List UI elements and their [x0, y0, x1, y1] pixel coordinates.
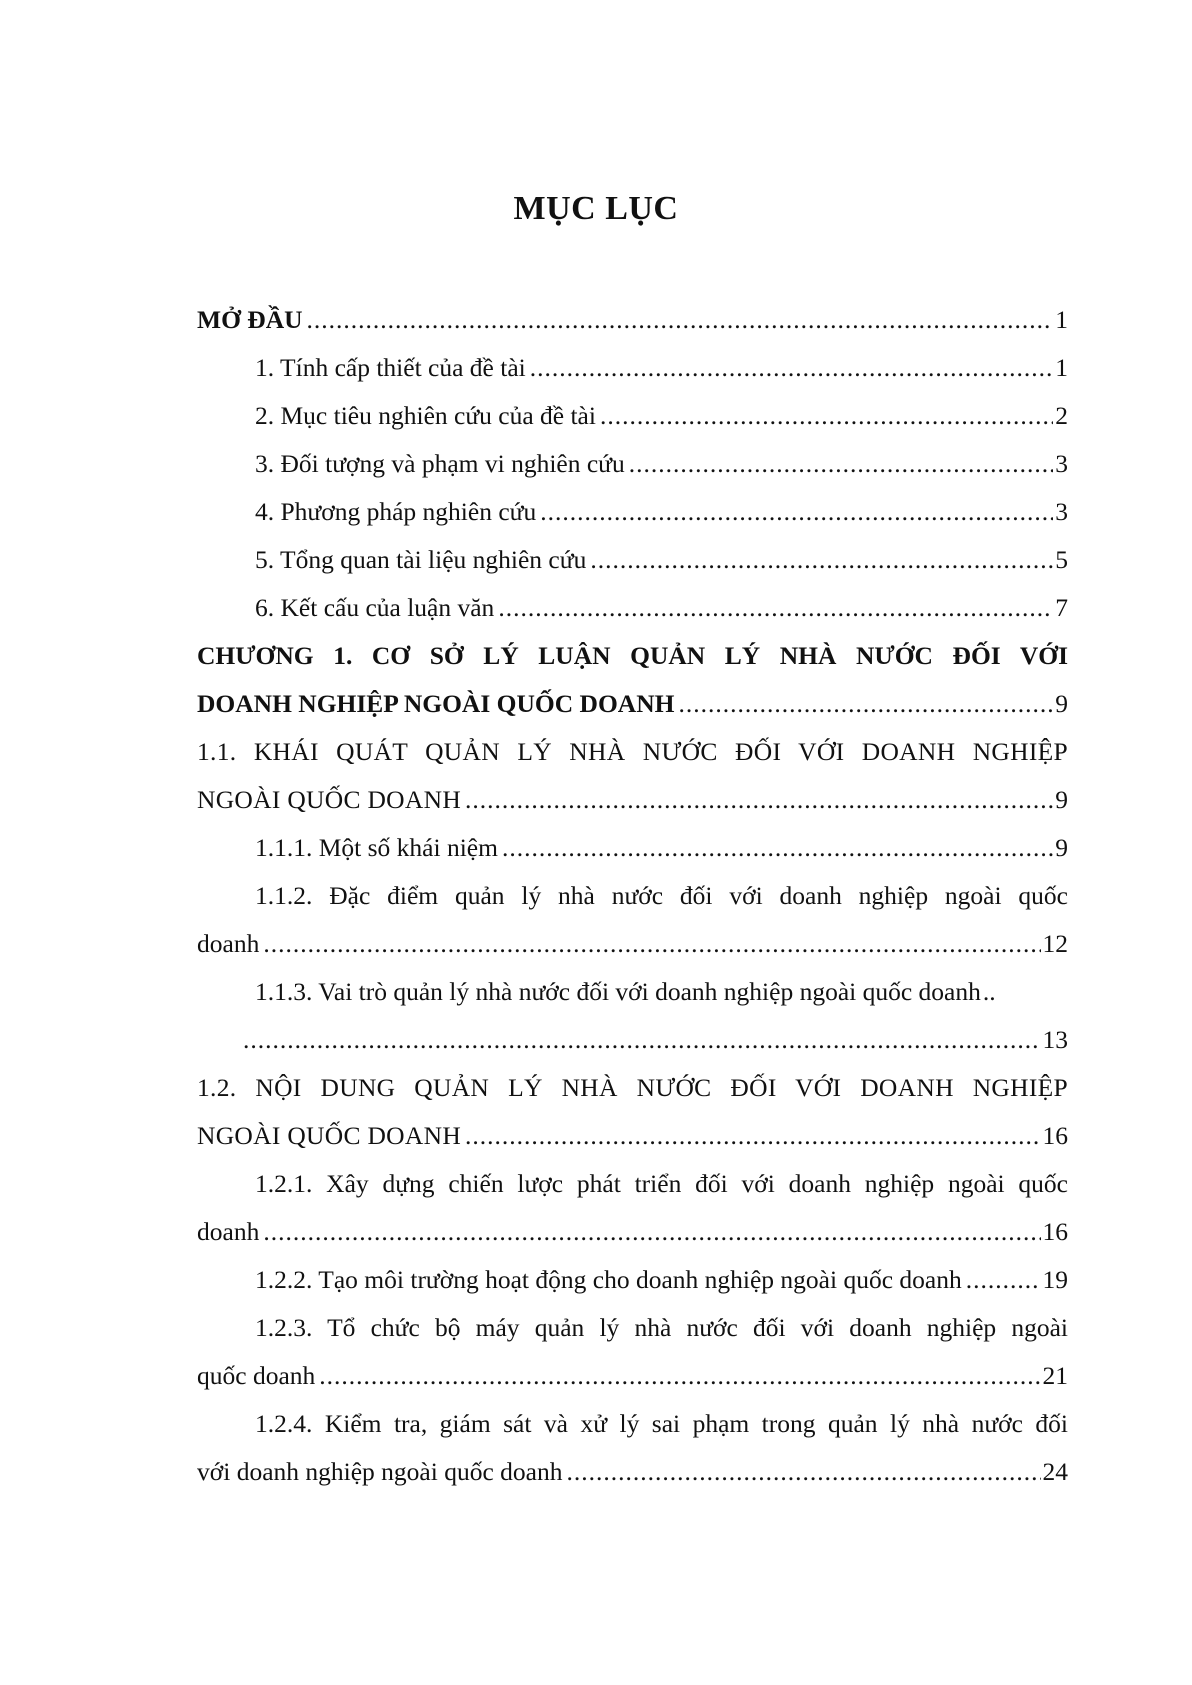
toc-page-number: 3	[1055, 497, 1068, 526]
toc-entry-label-line2: DOANH NGHIỆP NGOÀI QUỐC DOANH	[197, 689, 675, 718]
toc-entry-label-line2: doanh	[197, 929, 260, 958]
toc-entry-label: 5. Tổng quan tài liệu nghiên cứu	[255, 545, 587, 574]
dot-leader	[502, 824, 1053, 872]
toc-entry-1-1[interactable]	[197, 728, 1068, 824]
dot-leader	[498, 584, 1053, 632]
toc-entry-trailing-dots: ..	[982, 977, 996, 1006]
dot-leader	[243, 1016, 1041, 1064]
toc-page-number: 16	[1042, 1121, 1068, 1150]
dot-leader	[263, 1208, 1040, 1256]
dot-leader	[678, 680, 1053, 728]
toc-entry-label-line2: NGOÀI QUỐC DOANH	[197, 1121, 462, 1150]
toc-entry-label: 1.1.1. Một số khái niệm	[255, 833, 498, 862]
dot-leader	[540, 488, 1053, 536]
toc-entry-label-line1: 1.2. NỘI DUNG QUẢN LÝ NHÀ NƯỚC ĐỐI VỚI DOANH NGHIỆP	[197, 1073, 1068, 1102]
toc-entry-label-line1: 1.2.3. Tổ chức bộ máy quản lý nhà nước đối với doanh nghiệp ngoài	[255, 1313, 1068, 1342]
toc-entry-label-line1: 1.1.2. Đặc điểm quản lý nhà nước đối với doanh nghiệp ngoài quốc	[255, 881, 1068, 910]
dot-leader	[600, 392, 1053, 440]
toc-entry-tinh-cap-thiet[interactable]	[197, 344, 1068, 392]
toc-entry-label-line1: 1.2.4. Kiểm tra, giám sát và xử lý sai phạm trong quản lý nhà nước đối	[255, 1409, 1068, 1438]
toc-entry-1-1-3[interactable]	[197, 968, 1068, 1064]
toc-entry-phuong-phap[interactable]	[197, 488, 1068, 536]
toc-entry-1-2[interactable]	[197, 1064, 1068, 1160]
toc-entry-label-line2: doanh	[197, 1217, 260, 1246]
toc-entry-label: 4. Phương pháp nghiên cứu	[255, 497, 537, 526]
toc-entry-1-2-1[interactable]	[197, 1160, 1068, 1256]
toc-entry-1-1-1[interactable]	[197, 824, 1068, 872]
toc-page-number: 13	[1042, 1025, 1068, 1054]
toc-entry-ket-cau[interactable]	[197, 584, 1068, 632]
toc-page-number: 9	[1055, 689, 1068, 718]
dot-leader	[566, 1448, 1040, 1496]
dot-leader	[629, 440, 1054, 488]
toc-page-number: 24	[1042, 1457, 1068, 1486]
toc-entry-muc-tieu[interactable]	[197, 392, 1068, 440]
toc-page-number: 7	[1055, 593, 1068, 622]
toc-entry-label: 1.2.2. Tạo môi trường hoạt động cho doanh nghiệp ngoài quốc doanh	[255, 1265, 962, 1294]
toc-entry-label: 6. Kết cấu của luận văn	[255, 593, 495, 622]
toc-page-number: 5	[1055, 545, 1068, 574]
toc-page-number: 1	[1055, 305, 1068, 334]
dot-leader	[307, 296, 1054, 344]
toc-entry-label-line2: quốc doanh	[197, 1361, 316, 1390]
toc-entry-label-line1: CHƯƠNG 1. CƠ SỞ LÝ LUẬN QUẢN LÝ NHÀ NƯỚC ĐỐI VỚI	[197, 641, 1068, 670]
toc-page-number: 16	[1042, 1217, 1068, 1246]
toc-entry-label-line2: với doanh nghiệp ngoài quốc doanh	[197, 1457, 563, 1486]
toc-entry-1-2-4[interactable]	[197, 1400, 1068, 1496]
toc-page-number: 2	[1055, 401, 1068, 430]
toc-entry-label-line2: NGOÀI QUỐC DOANH	[197, 785, 462, 814]
toc-entry-1-1-2[interactable]	[197, 872, 1068, 968]
toc-entry-mo-dau[interactable]	[197, 296, 1068, 344]
toc-page-number: 12	[1042, 929, 1068, 958]
toc-entry-chuong-1[interactable]	[197, 632, 1068, 728]
toc-entry-label-line1: 1.2.1. Xây dựng chiến lược phát triển đối với doanh nghiệp ngoài quốc	[255, 1169, 1068, 1198]
dot-leader	[465, 776, 1053, 824]
toc-entry-1-2-2[interactable]	[197, 1256, 1068, 1304]
toc-page-number: 3	[1055, 449, 1068, 478]
toc-entry-label: MỞ ĐẦU	[197, 305, 303, 334]
toc-entry-label: 3. Đối tượng và phạm vi nghiên cứu	[255, 449, 625, 478]
toc-page-number: 1	[1055, 353, 1068, 382]
dot-leader	[465, 1112, 1040, 1160]
toc-page-number: 19	[1042, 1265, 1068, 1294]
dot-leader	[966, 1256, 1041, 1304]
toc-entry-tong-quan[interactable]	[197, 536, 1068, 584]
toc-page-number: 9	[1055, 833, 1068, 862]
table-of-contents	[197, 296, 1068, 1496]
dot-leader	[319, 1352, 1040, 1400]
toc-entry-label: 1. Tính cấp thiết của đề tài	[255, 353, 526, 382]
toc-entry-label: 2. Mục tiêu nghiên cứu của đề tài	[255, 401, 596, 430]
dot-leader	[590, 536, 1053, 584]
toc-entry-label-line1: 1.1. KHÁI QUÁT QUẢN LÝ NHÀ NƯỚC ĐỐI VỚI DOANH NGHIỆP	[197, 737, 1068, 766]
toc-page-number: 9	[1055, 785, 1068, 814]
dot-leader	[530, 344, 1054, 392]
dot-leader	[263, 920, 1040, 968]
toc-entry-1-2-3[interactable]	[197, 1304, 1068, 1400]
toc-title: MỤC LỤC	[513, 190, 679, 227]
toc-entry-label-line1: 1.1.3. Vai trò quản lý nhà nước đối với doanh nghiệp ngoài quốc doanh	[255, 977, 981, 1006]
toc-page-number: 21	[1042, 1361, 1068, 1390]
toc-entry-doi-tuong[interactable]	[197, 440, 1068, 488]
